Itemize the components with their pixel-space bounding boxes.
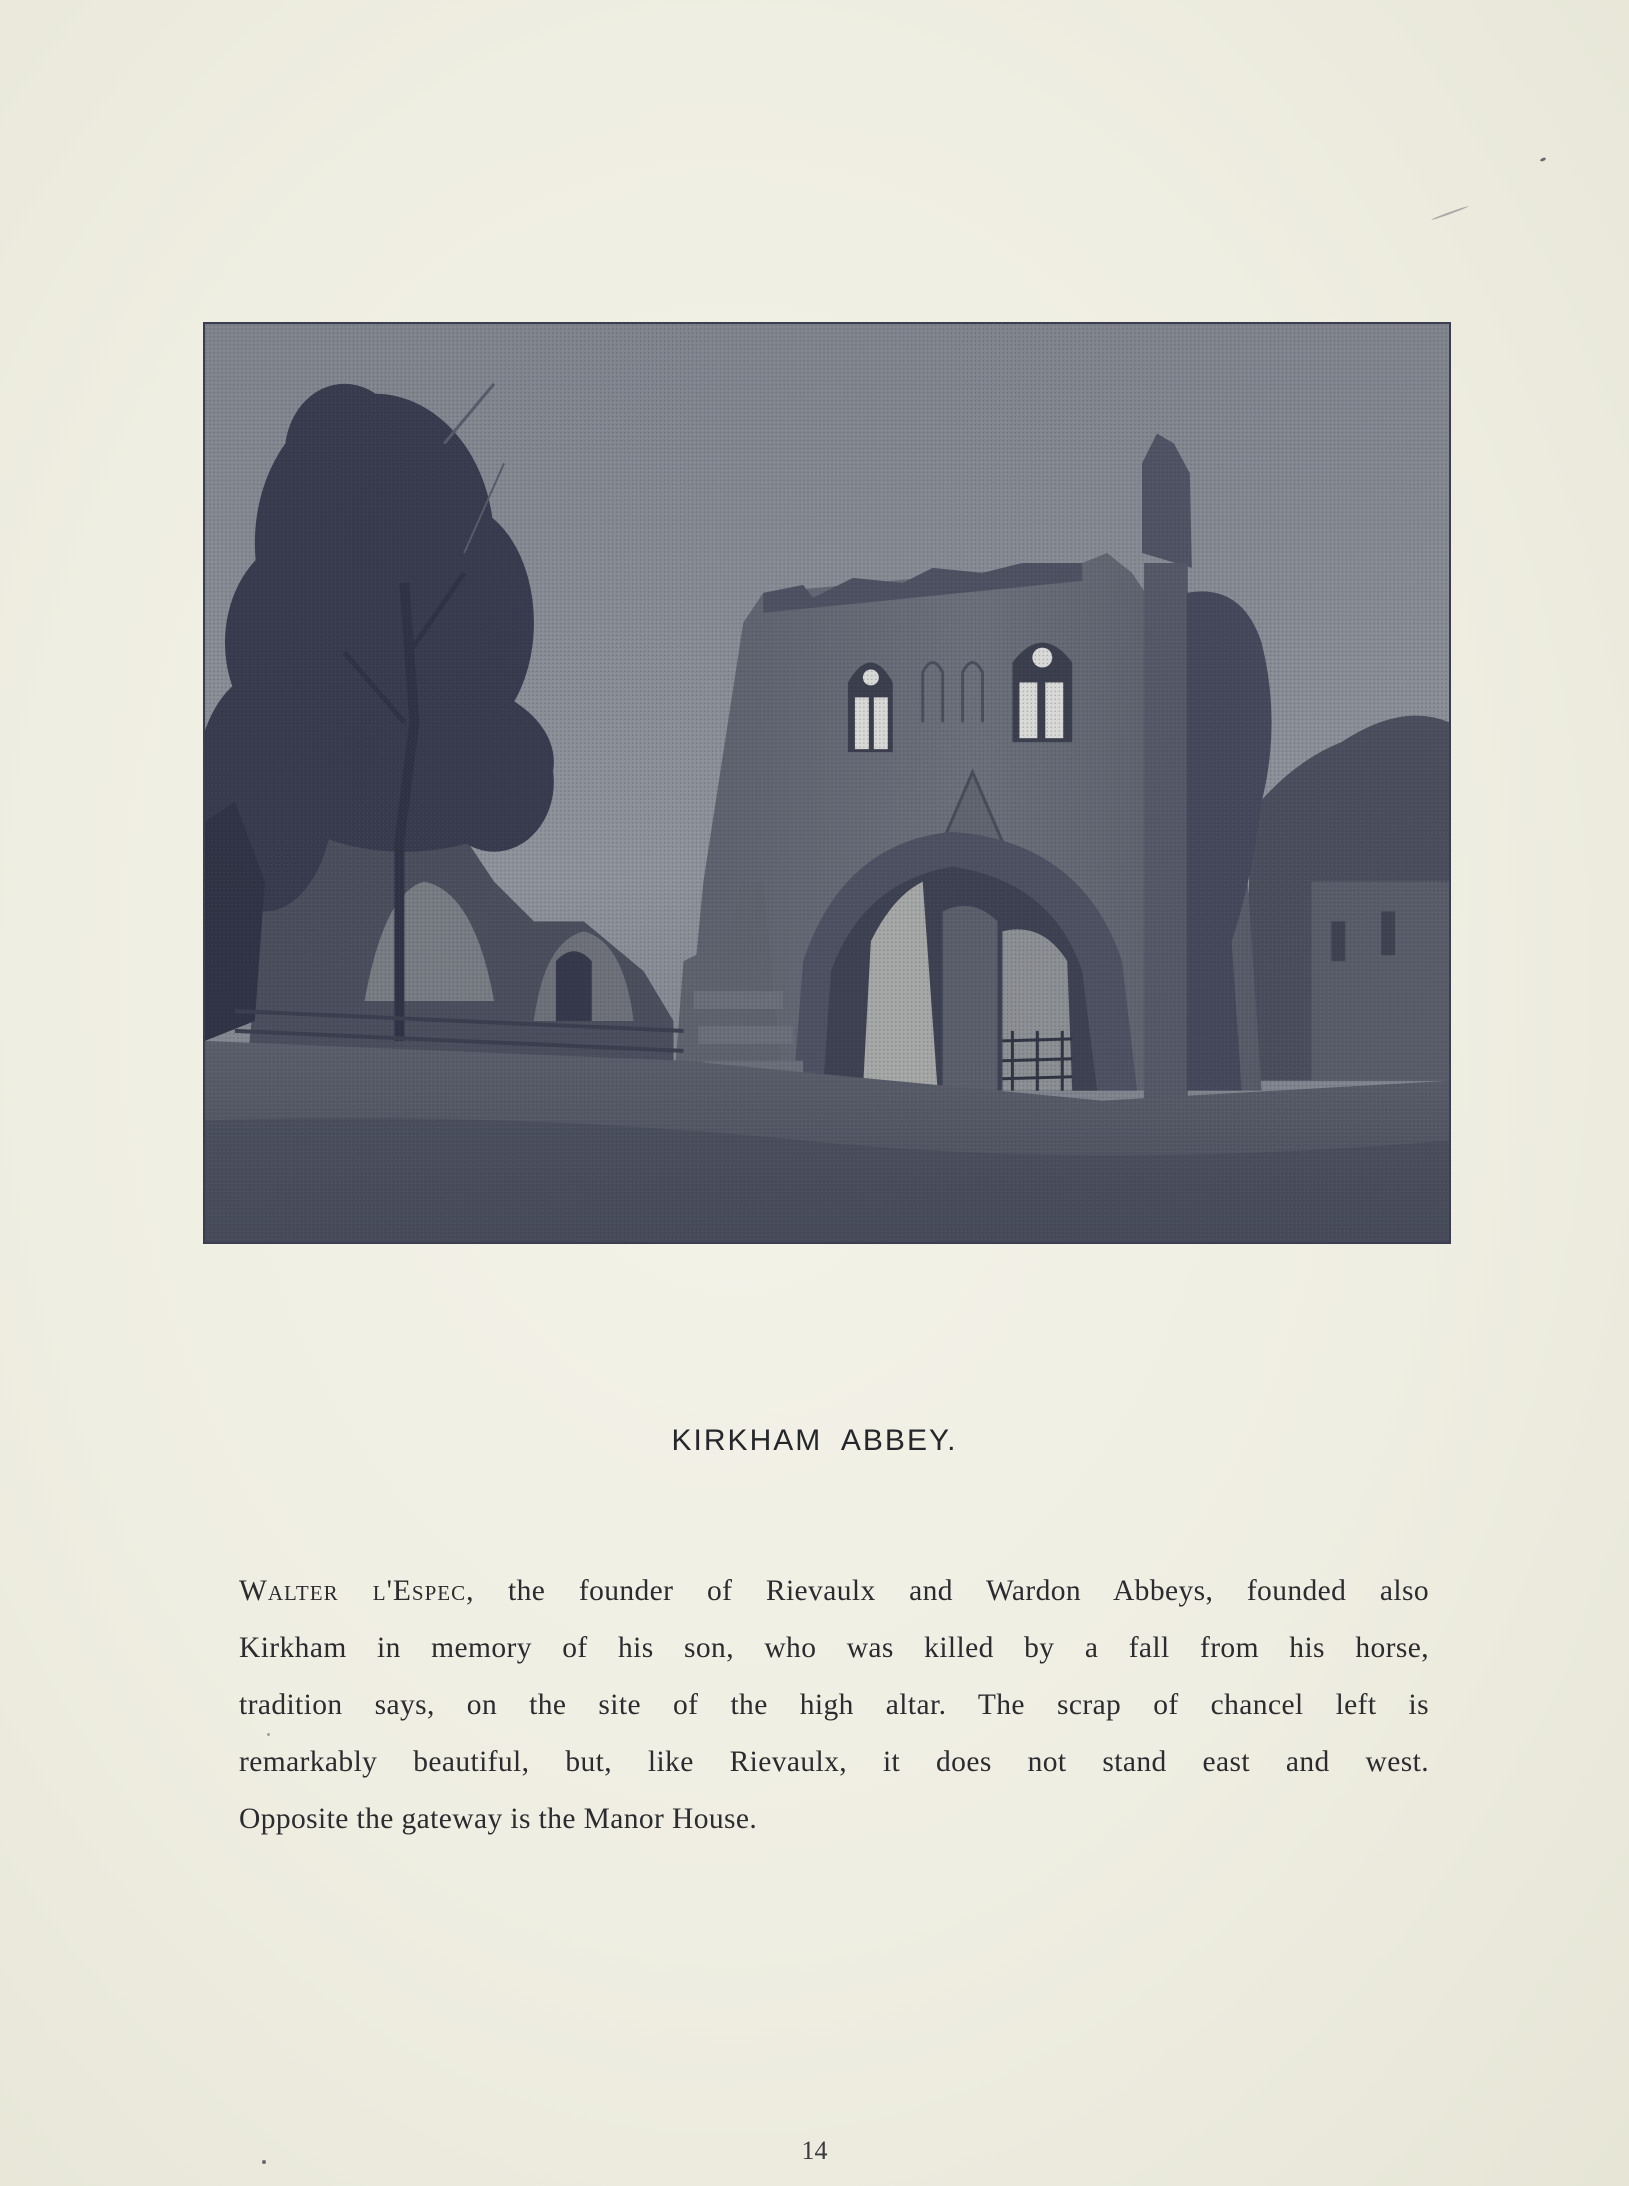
abbey-ruins-photograph	[203, 322, 1451, 1244]
page-number: 14	[801, 2136, 828, 2165]
paragraph-line: remarkably beautiful, but, like Rievaulx, it does not stand east and west.	[239, 1746, 1429, 1778]
paragraph-line	[239, 1563, 1429, 1620]
author-name: Walter l'Espec,	[239, 1575, 475, 1607]
ink-speck	[1431, 205, 1469, 221]
abbey-ruins-illustration	[205, 324, 1449, 1242]
ink-speck	[1540, 157, 1547, 162]
paragraph-line-text: the founder of Rievaulx and Wardon Abbeys, founded also	[474, 1575, 1429, 1607]
paragraph-line: Kirkham in memory of his son, who was killed by a fall from his horse,	[239, 1632, 1429, 1664]
paragraph-line: Opposite the gateway is the Manor House.	[239, 1803, 758, 1835]
description-paragraph	[239, 1563, 1429, 1848]
plate-caption: KIRKHAM ABBEY.	[671, 1424, 958, 1457]
paragraph-line: tradition says, on the site of the high altar. The scrap of chancel left is	[239, 1689, 1429, 1721]
